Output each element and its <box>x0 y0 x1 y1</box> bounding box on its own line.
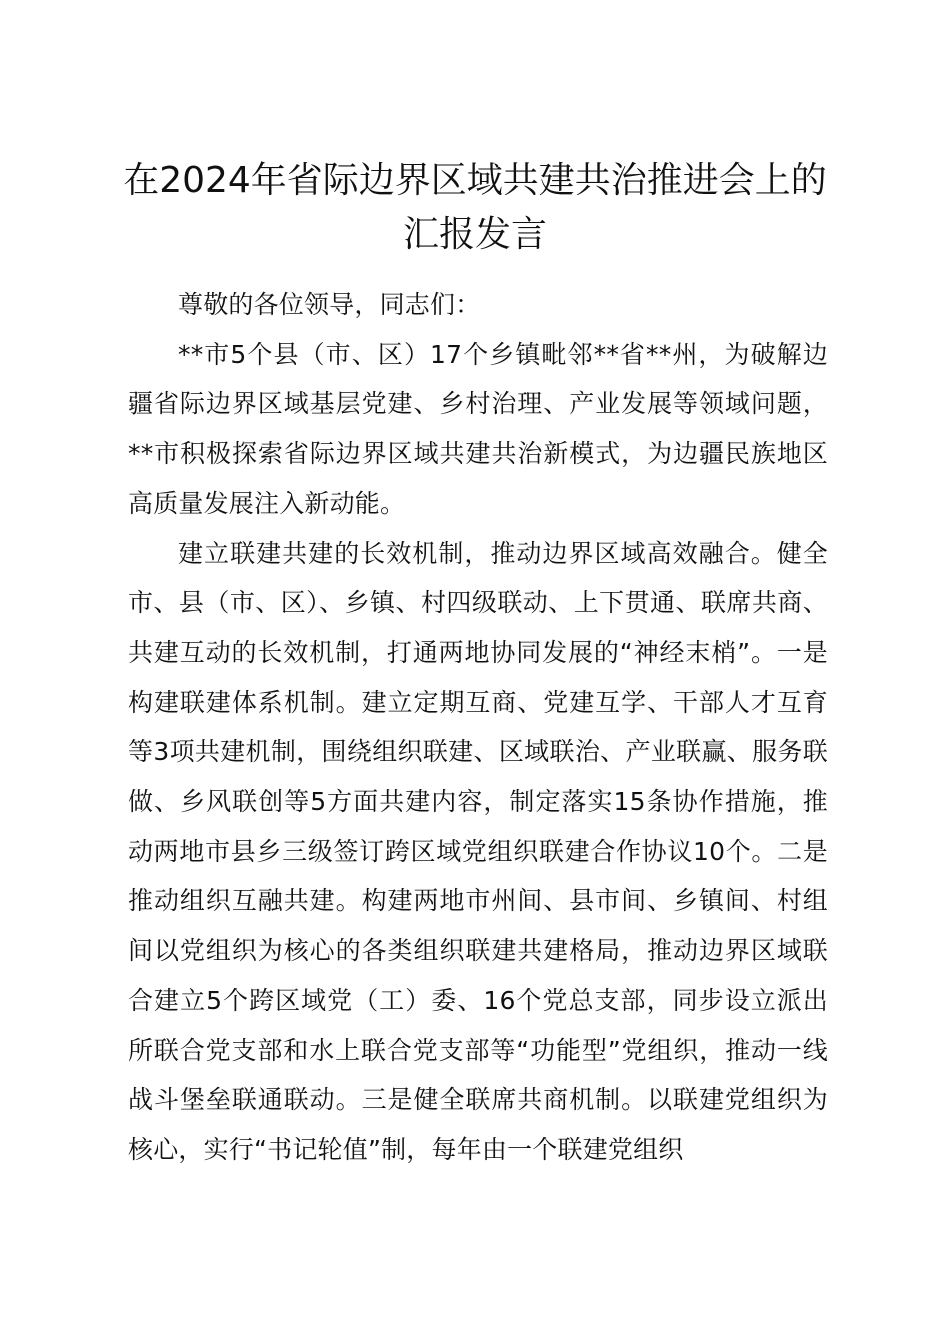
document-title: 在2024年省际边界区域共建共治推进会上的汇报发言 <box>123 160 827 255</box>
salutation: 尊敬的各位领导，同志们： <box>178 290 481 319</box>
paragraph-intro: **市5个县（市、区）17个乡镇毗邻**省**州，为破解边疆省际边界区域基层党建、乡村治理、产业发展等领域问题，**市积极探索省际边界区域共建共治新模式，为边疆民族地区高质量发展注入新动能。 <box>128 339 828 518</box>
document-body <box>128 280 828 1175</box>
paragraph-mechanism: 建立联建共建的长效机制，推动边界区域高效融合。健全市、县（市、区）、乡镇、村四级联动、上下贯通、联席共商、共建互动的长效机制，打通两地协同发展的“神经末梢”。一是构建联建体系机制。建立定期互商、党建互学、干部人才互育等3项共建机制，围绕组织联建、区域联治、产业联赢、服务联做、乡风联创等5方面共建内容，制定落实15条协作措施，推动两地市县乡三级签订跨区域党组织联建合作协议10个。二是推动组织互融共建。构建两地市州间、县市间、乡镇间、村组间以党组织为核心的各类组织联建共建格局，推动边界区域联合建立5个跨区域党（工）委、16个党总支部，同步设立派出所联合党支部和水上联合党支部等“功能型”党组织，推动一线战斗堡垒联通联动。三是健全联席共商机制。以联建党组织为核心，实行“书记轮值”制，每年由一个联建党组织 <box>128 538 828 1164</box>
